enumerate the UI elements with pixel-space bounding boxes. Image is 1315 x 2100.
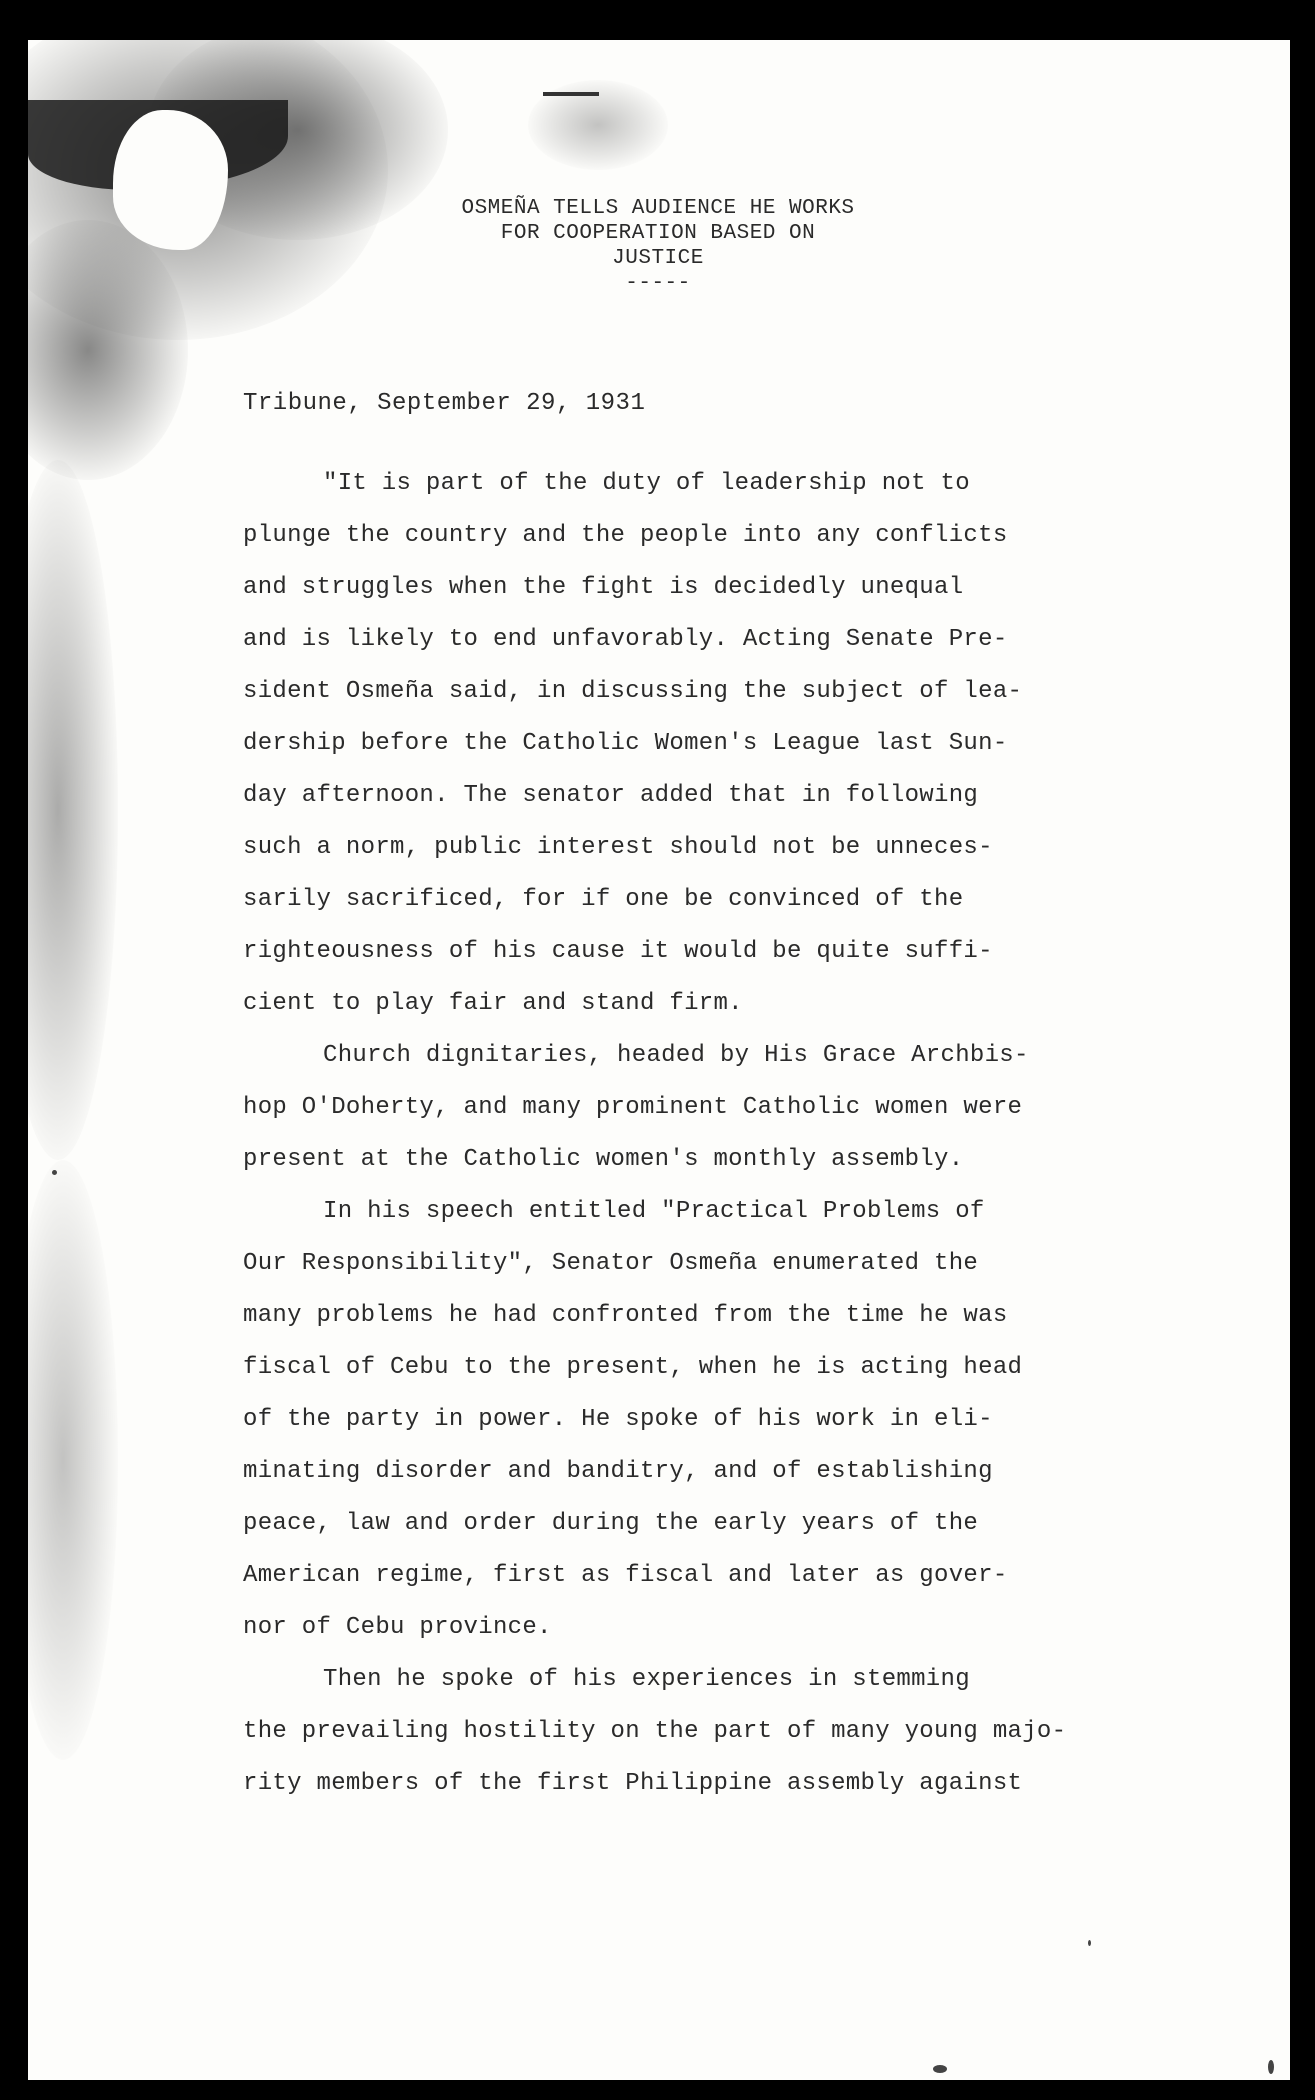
body-line: such a norm, public interest should not be unneces- <box>243 834 993 861</box>
body-line: American regime, first as fiscal and later as gover- <box>243 1562 1008 1589</box>
ink-speck <box>1268 2060 1274 2074</box>
body-line: "It is part of the duty of leadership not to <box>323 470 970 497</box>
ink-speck <box>1088 1940 1091 1946</box>
body-line: Then he spoke of his experiences in stemming <box>323 1666 970 1693</box>
body-line: minating disorder and banditry, and of establishing <box>243 1458 993 1485</box>
torn-paper-patch <box>113 110 228 250</box>
water-stain <box>28 1160 118 1760</box>
body-line: and struggles when the fight is decidedly unequal <box>243 574 964 601</box>
headline-line-2: FOR COOPERATION BASED ON <box>500 222 816 245</box>
body-line: In his speech entitled "Practical Problems of <box>323 1198 985 1225</box>
body-line: sident Osmeña said, in discussing the subject of lea- <box>243 678 1023 705</box>
body-line: Church dignitaries, headed by His Grace Archbis- <box>323 1042 1029 1069</box>
body-line: fiscal of Cebu to the present, when he is acting head <box>243 1354 1023 1381</box>
body-line: hop O'Doherty, and many prominent Catholic women were <box>243 1094 1023 1121</box>
body-line: Our Responsibility", Senator Osmeña enumerated the <box>243 1250 979 1277</box>
body-line: the prevailing hostility on the part of many young majo- <box>243 1718 1067 1745</box>
headline-rule: ----- <box>625 272 691 295</box>
headline-line-3: JUSTICE <box>612 247 704 270</box>
body-line: righteousness of his cause it would be quite suffi- <box>243 938 993 965</box>
body-line: dership before the Catholic Women's League last Sun- <box>243 730 1008 757</box>
body-line: and is likely to end unfavorably. Acting Senate Pre- <box>243 626 1008 653</box>
body-line: sarily sacrificed, for if one be convinced of the <box>243 886 964 913</box>
headline <box>328 196 988 296</box>
document-page <box>28 40 1290 2080</box>
body-line: plunge the country and the people into any conflicts <box>243 522 1008 549</box>
ink-speck <box>52 1170 57 1175</box>
headline-line-1: OSMEÑA TELLS AUDIENCE HE WORKS <box>461 197 855 220</box>
water-stain <box>28 460 118 1160</box>
body-line: nor of Cebu province. <box>243 1614 552 1641</box>
body-line: peace, law and order during the early years of the <box>243 1510 979 1537</box>
dateline: Tribune, September 29, 1931 <box>243 390 646 417</box>
top-dash-mark <box>543 92 599 96</box>
body-line: present at the Catholic women's monthly assembly. <box>243 1146 964 1173</box>
ink-speck <box>933 2065 947 2073</box>
body-line: many problems he had confronted from the time he was <box>243 1302 1008 1329</box>
body-line: of the party in power. He spoke of his work in eli- <box>243 1406 993 1433</box>
body-line: cient to play fair and stand firm. <box>243 990 743 1017</box>
body-line: day afternoon. The senator added that in following <box>243 782 979 809</box>
body-line: rity members of the first Philippine assembly against <box>243 1770 1023 1797</box>
